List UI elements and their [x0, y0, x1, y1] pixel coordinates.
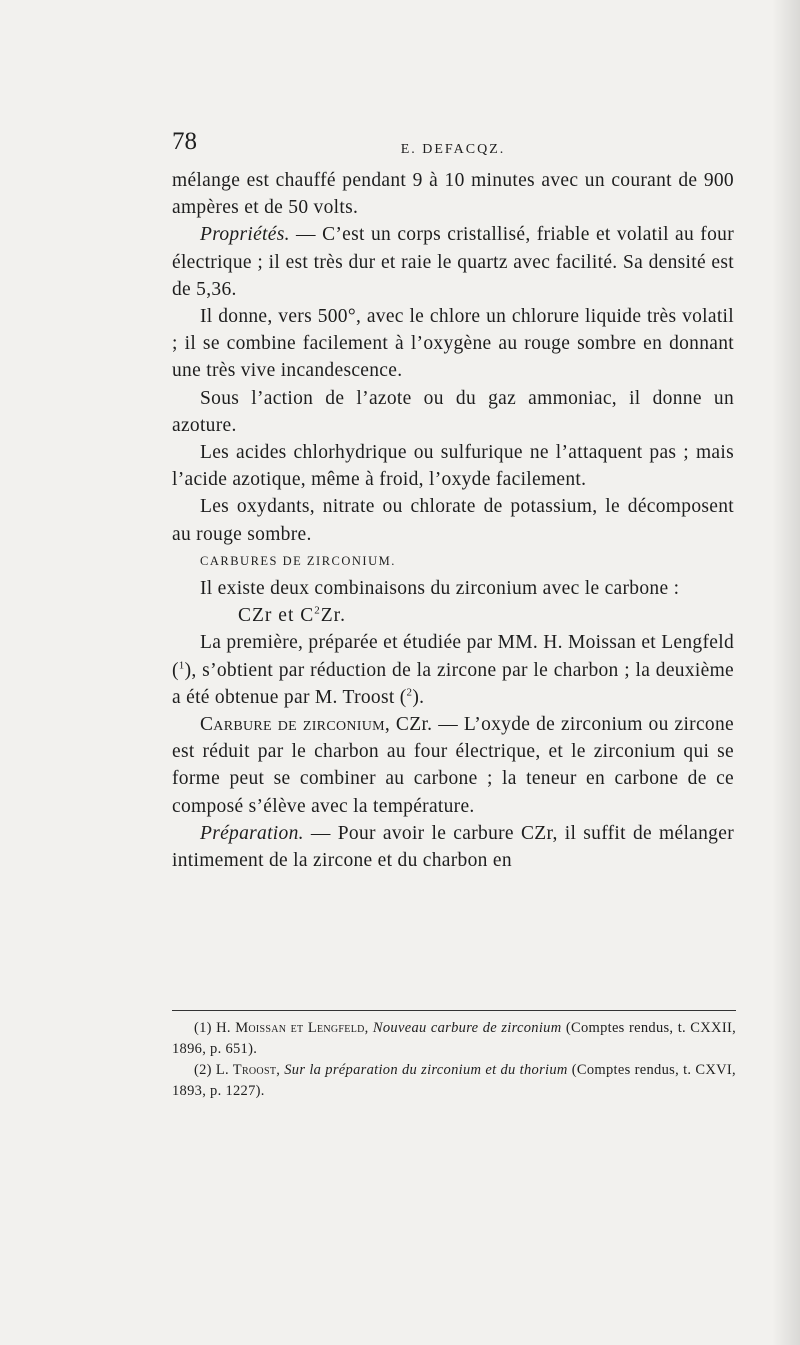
paragraph-combinations: Il existe deux combinaisons du zirconium avec le carbone : — [200, 578, 680, 600]
formula-czr: CZr — [238, 605, 273, 627]
footnote-1-title: Nouveau carbure de zirconium — [372, 1020, 562, 1036]
formula-c2zr-prefix: C — [300, 605, 315, 627]
paragraph-carbure — [172, 711, 734, 820]
footnote-1 — [172, 1018, 736, 1060]
footnote-2-authors: L. Troost, — [215, 1062, 285, 1078]
formula-c2zr-suffix: Zr. — [320, 605, 346, 627]
footnote-2-source: (Comptes rendus, t. CXVI, 1893, p. 1227). — [172, 1062, 736, 1099]
carbure-lead: Carbure de zirconium — [200, 714, 385, 736]
formula-c2zr-sup: 2 — [314, 604, 321, 617]
paragraph-oxidants: Les oxydants, nitrate ou chlorate de potassium, le décomposent au rouge sombre. — [172, 496, 734, 545]
history-text-b: ), s’obtient par réduction de la zircone par le charbon ; la deuxième a été obtenue par M. Troost ( — [172, 659, 734, 708]
footnote-1-authors: H. Moissan et Lengfeld, — [216, 1020, 373, 1036]
preparation-lead: Préparation. — [200, 822, 304, 844]
footnote-2-title: Sur la préparation du zirconium et du thorium — [284, 1062, 568, 1078]
body-text — [172, 167, 734, 874]
paragraph-preparation-history — [172, 629, 734, 711]
footnote-ref-2: 2 — [406, 686, 413, 699]
preparation-body: — Pour avoir le carbure CZr, il suffit de mélanger intimement de la zircone et du charbon en — [172, 822, 734, 872]
formula-line — [172, 602, 734, 629]
footnote-1-mark: (1) — [194, 1020, 217, 1036]
page-number: 78 — [172, 128, 197, 155]
paragraph-properties — [172, 221, 734, 303]
paragraph-preparation — [172, 820, 734, 874]
formula-c2zr — [300, 605, 346, 626]
page-header — [172, 128, 734, 162]
footnote-2-mark: (2) — [194, 1062, 216, 1078]
history-text-a: La première, préparée et étudiée par MM. H. Moissan et Lengfeld ( — [172, 632, 734, 681]
paragraph-nitrogen: Sous l’action de l’azote ou du gaz ammoniac, il donne un azoture. — [172, 387, 734, 436]
footnote-divider — [172, 1010, 736, 1011]
formula-separator: et — [272, 605, 301, 627]
paragraph-acids: Les acides chlorhydrique ou sulfurique ne l’attaquent pas ; mais l’acide azotique, même à froid, l’oxyde facilement. — [172, 442, 734, 491]
running-head: E. DEFACQZ. — [400, 142, 506, 157]
properties-body: — C’est un corps cristallisé, friable et volatil au four électrique ; il est très dur et raie le quartz avec facilité. Sa densité est de 5,36. — [172, 224, 734, 300]
paragraph-continuation: mélange est chauffé pendant 9 à 10 minutes avec un courant de 900 ampères et de 50 volts. — [172, 170, 734, 219]
footnotes — [172, 1018, 736, 1102]
properties-lead: Propriétés. — [200, 224, 290, 246]
section-heading: CARBURES DE ZIRCONIUM. — [200, 553, 396, 568]
footnote-2 — [172, 1060, 736, 1102]
history-text-c: ). — [412, 686, 425, 708]
footnote-ref-1: 1 — [178, 659, 185, 672]
paragraph-chlorine: Il donne, vers 500°, avec le chlore un chlorure liquide très volatil ; il se combine facilement à l’oxygène au rouge sombre en donnant une très vive incandescence. — [172, 306, 734, 382]
footnote-1-source: (Comptes rendus, t. CXXII, 1896, p. 651). — [172, 1020, 736, 1057]
carbure-body: , CZr. — L’oxyde de zirconium ou zircone est réduit par le charbon au four électrique, et le zirconium qui se forme peut se combiner au carbone ; la teneur en carbone de ce composé s’élève avec la température. — [172, 714, 734, 817]
page-edge-shadow — [772, 0, 800, 1345]
